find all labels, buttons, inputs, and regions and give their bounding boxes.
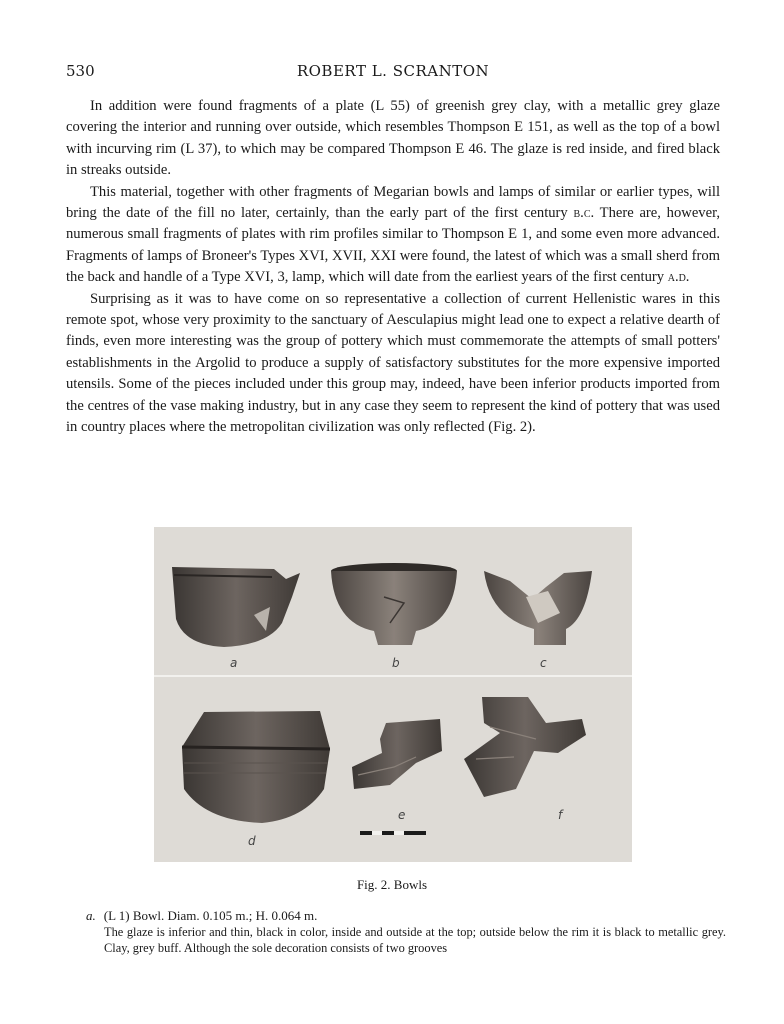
- era-abbreviation-bc: b.c.: [573, 205, 595, 222]
- figure-label-e: e: [398, 808, 406, 822]
- era-abbreviation-ad: a.d.: [667, 269, 690, 286]
- figure-label-f: f: [558, 808, 563, 822]
- catalogue-entry-a: [86, 907, 726, 956]
- figure-label-c: c: [540, 656, 547, 670]
- running-title: ROBERT L. SCRANTON: [296, 62, 490, 80]
- entry-description: The glaze is inferior and thin, black in color, inside and outside at the top; outside below the rim it is black to metallic grey. Clay, grey buff. Although the sole decoration consists of two grooves: [104, 925, 726, 955]
- entry-heading: [86, 907, 726, 924]
- paragraph-2: [66, 182, 720, 289]
- figure-caption: Fig. 2. Bowls: [356, 877, 428, 892]
- scale-bar: [360, 831, 426, 835]
- body-text: [66, 96, 720, 439]
- entry-letter: a.: [86, 908, 96, 923]
- paragraph-2-text-a: This material, together with other fragments of Megarian bowls and lamps of similar or earlier types, will bring the date of the fill no later, certainly, than the early part of the first century: [66, 183, 720, 222]
- paragraph-2-text-b: There are, however, numerous small fragments of plates with rim profiles similar to Thompson E 1, and some even more advanced. Fragments of lamps of Broneer's Types XVI, XVII, XXI were found, the latest of which was a small sherd from the back and handle of a Type XVI, 3, lamp, which will date from the earliest years of the first century: [66, 205, 720, 286]
- paragraph-3: Surprising as it was to have come on so representative a collection of current Hellenistic wares in this remote spot, whose very proximity to the sanctuary of Aesculapius might lead one to expect a relative dearth of finds, even more interesting was the group of pottery which must commemorate the attempts of small potters' establishments in the Argolid to produce a supply of satisfactory substitutes for the more expensive imported utensils. Some of the pieces included under this group may, indeed, have been inferior products imported from the centres of the vase making industry, but in any case they seem to represent the kind of pottery that was used in country places where the metropolitan civilization was only reflected (Fig. 2).: [66, 290, 720, 436]
- bowls-photo-svg: [154, 527, 632, 862]
- page-header: [66, 62, 720, 84]
- figure-bowls-photo: [154, 527, 632, 862]
- figure-label-d: d: [248, 834, 256, 848]
- page-number: 530: [66, 62, 95, 80]
- bowl-d: [182, 711, 330, 823]
- figure-label-b: b: [392, 656, 400, 670]
- paragraph-1: In addition were found fragments of a plate (L 55) of greenish grey clay, with a metallic grey glaze covering the interior and running over outside, which resembles Thompson E 151, as well as the top of a bowl with incurving rim (L 37), to which may be compared Thompson E 46. The glaze is red inside, and fired black in streaks outside.: [66, 98, 720, 179]
- entry-head-text: (L 1) Bowl. Diam. 0.105 m.; H. 0.064 m.: [103, 908, 318, 923]
- figure-label-a: a: [230, 656, 238, 670]
